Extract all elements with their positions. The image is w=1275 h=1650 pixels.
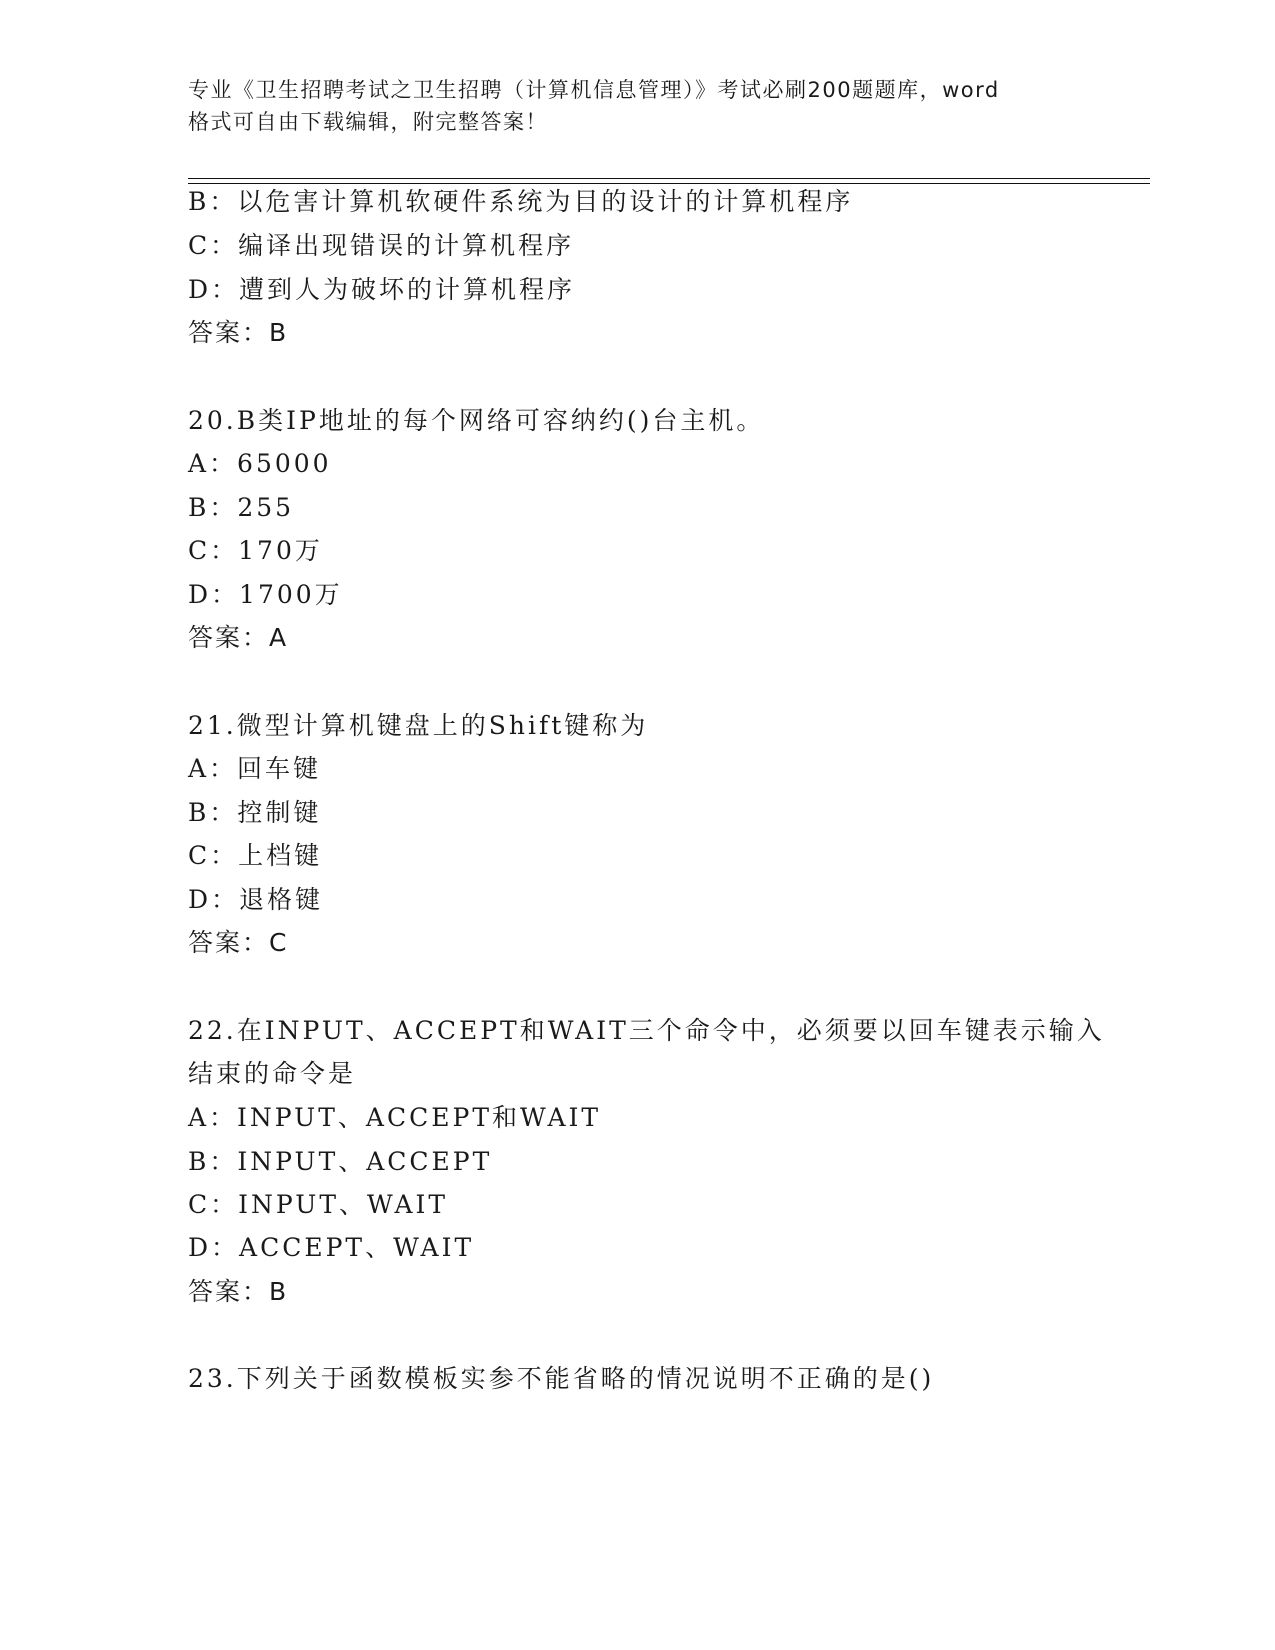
q20-question: 20.B类IP地址的每个网络可容纳约()台主机。 [188,406,765,435]
q20-answer: 答案：A [188,623,289,652]
q20-option-d: D：1700万 [188,580,343,609]
q22-question-line-2: 结束的命令是 [188,1059,357,1088]
q22-option-c: C：INPUT、WAIT [188,1190,449,1219]
q20-option-a: A：65000 [188,449,332,478]
q22-option-b: B：INPUT、ACCEPT [188,1147,493,1176]
q20-option-b: B：255 [188,493,295,522]
q22-question-line-1: 22.在INPUT、ACCEPT和WAIT三个命令中，必须要以回车键表示输入 [188,1016,1105,1045]
q22-option-a: A：INPUT、ACCEPT和WAIT [188,1103,602,1132]
document-header [188,74,1088,138]
header-line-2: 格式可自由下载编辑，附完整答案！ [188,110,548,134]
header-divider-top [188,178,1150,179]
q21-answer: 答案：C [188,928,289,957]
q21-option-a: A：回车键 [188,754,322,783]
q19-option-b: B：以危害计算机软硬件系统为目的设计的计算机程序 [188,187,854,216]
header-divider-bottom [188,183,1150,184]
q21-option-d: D：退格键 [188,885,324,914]
q19-option-d: D：遭到人为破坏的计算机程序 [188,275,576,304]
q23-question: 23.下列关于函数模板实参不能省略的情况说明不正确的是() [188,1364,935,1393]
q22-option-d: D：ACCEPT、WAIT [188,1233,475,1262]
q19-answer: 答案：B [188,318,289,347]
q21-option-b: B：控制键 [188,798,322,827]
q21-question: 21.微型计算机键盘上的Shift键称为 [188,711,649,740]
q21-option-c: C：上档键 [188,841,323,870]
header-line-1: 专业《卫生招聘考试之卫生招聘（计算机信息管理）》考试必刷200题题库，word [188,78,1000,102]
q22-answer: 答案：B [188,1277,289,1306]
q19-option-c: C：编译出现错误的计算机程序 [188,231,575,260]
q20-option-c: C：170万 [188,536,323,565]
